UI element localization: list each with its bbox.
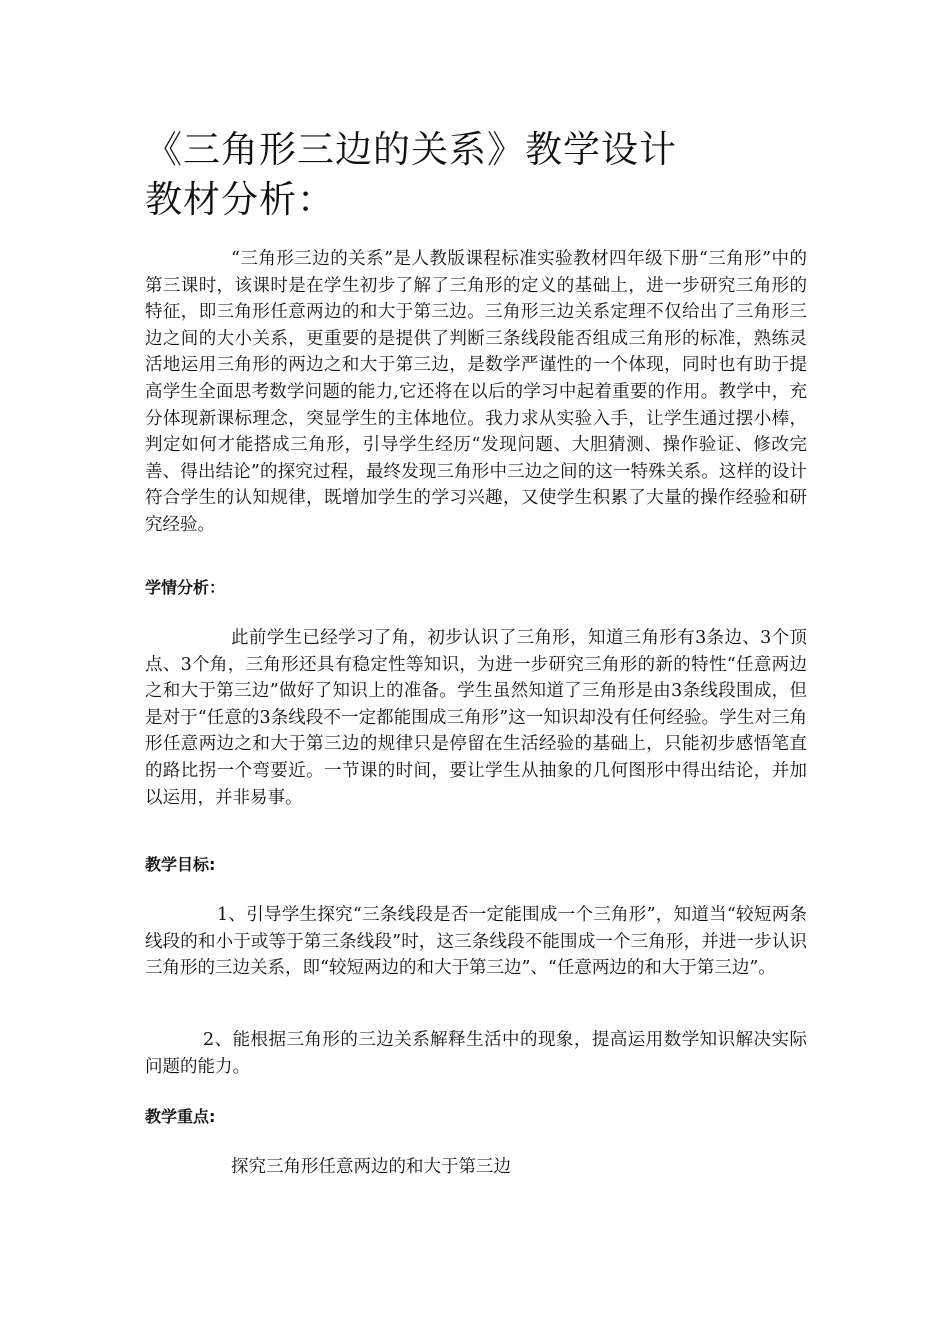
teaching-goals-heading: 教学目标: <box>145 855 216 874</box>
key-points-heading: 教学重点: <box>145 1107 216 1126</box>
textbook-analysis-heading: 教材分析： <box>145 178 335 221</box>
textbook-analysis-paragraph: “三角形三边的关系”是人教版课程标准实验教材四年级下册“三角形”中的第三课时，该课时是在学生初步了解了三角形的定义的基础上，进一步研究三角形的特征，即三角形任意两边的和大于第三边。三角形三边关系定理不仅给出了三角形三边之间的大小关系，更重要的是提供了判断三条线段能否组成三角形的标准，熟练灵活地运用三角形的两边之和大于第三边，是数学严谨性的一个体现，同时也有助于提高学生全面思考数学问题的能力,它还将在以后的学习中起着重要的作用。教学中，充分体现新课标理念，突显学生的主体地位。我力求从实验入手，让学生通过摆小棒，判定如何才能搭成三角形，引导学生经历“发现问题、大胆猜测、操作验证、修改完善、得出结论”的探究过程，最终发现三角形中三边之间的这一特殊关系。这样的设计符合学生的认知规律，既增加学生的学习兴趣，又使学生积累了大量的操作经验和研究经验。 <box>145 249 807 535</box>
document-title: 《三角形三边的关系》教学设计 <box>145 128 677 171</box>
student-analysis-heading: 学情分析： <box>145 578 226 597</box>
teaching-goal-item: 2、能根据三角形的三边关系解释生活中的现象，提高运用数学知识解决实际问题的能力。 <box>145 1030 807 1077</box>
teaching-goal-item: 1、引导学生探究“三条线段是否一定能围成一个三角形”，知道当“较短两条线段的和小于或等于第三条线段”时，这三条线段不能围成一个三角形，并进一步认识三角形的三边关系，即“较短两边的和大于第三边”、“任意两边的和大于第三边”。 <box>145 905 807 979</box>
student-analysis-paragraph: 此前学生已经学习了角，初步认识了三角形，知道三角形有3条边、3个顶点、3个角，三角形还具有稳定性等知识，为进一步研究三角形的新的特性“任意两边之和大于第三边”做好了知识上的准备。学生虽然知道了三角形是由3条线段围成，但是对于“任意的3条线段不一定都能围成三角形”这一知识却没有任何经验。学生对三角形任意两边之和大于第三边的规律只是停留在生活经验的基础上，只能初步感悟笔直的路比拐一个弯要近。一节课的时间，要让学生从抽象的几何图形中得出结论，并加以运用，并非易事。 <box>145 628 807 808</box>
key-points-paragraph: 探究三角形任意两边的和大于第三边 <box>231 1157 511 1177</box>
